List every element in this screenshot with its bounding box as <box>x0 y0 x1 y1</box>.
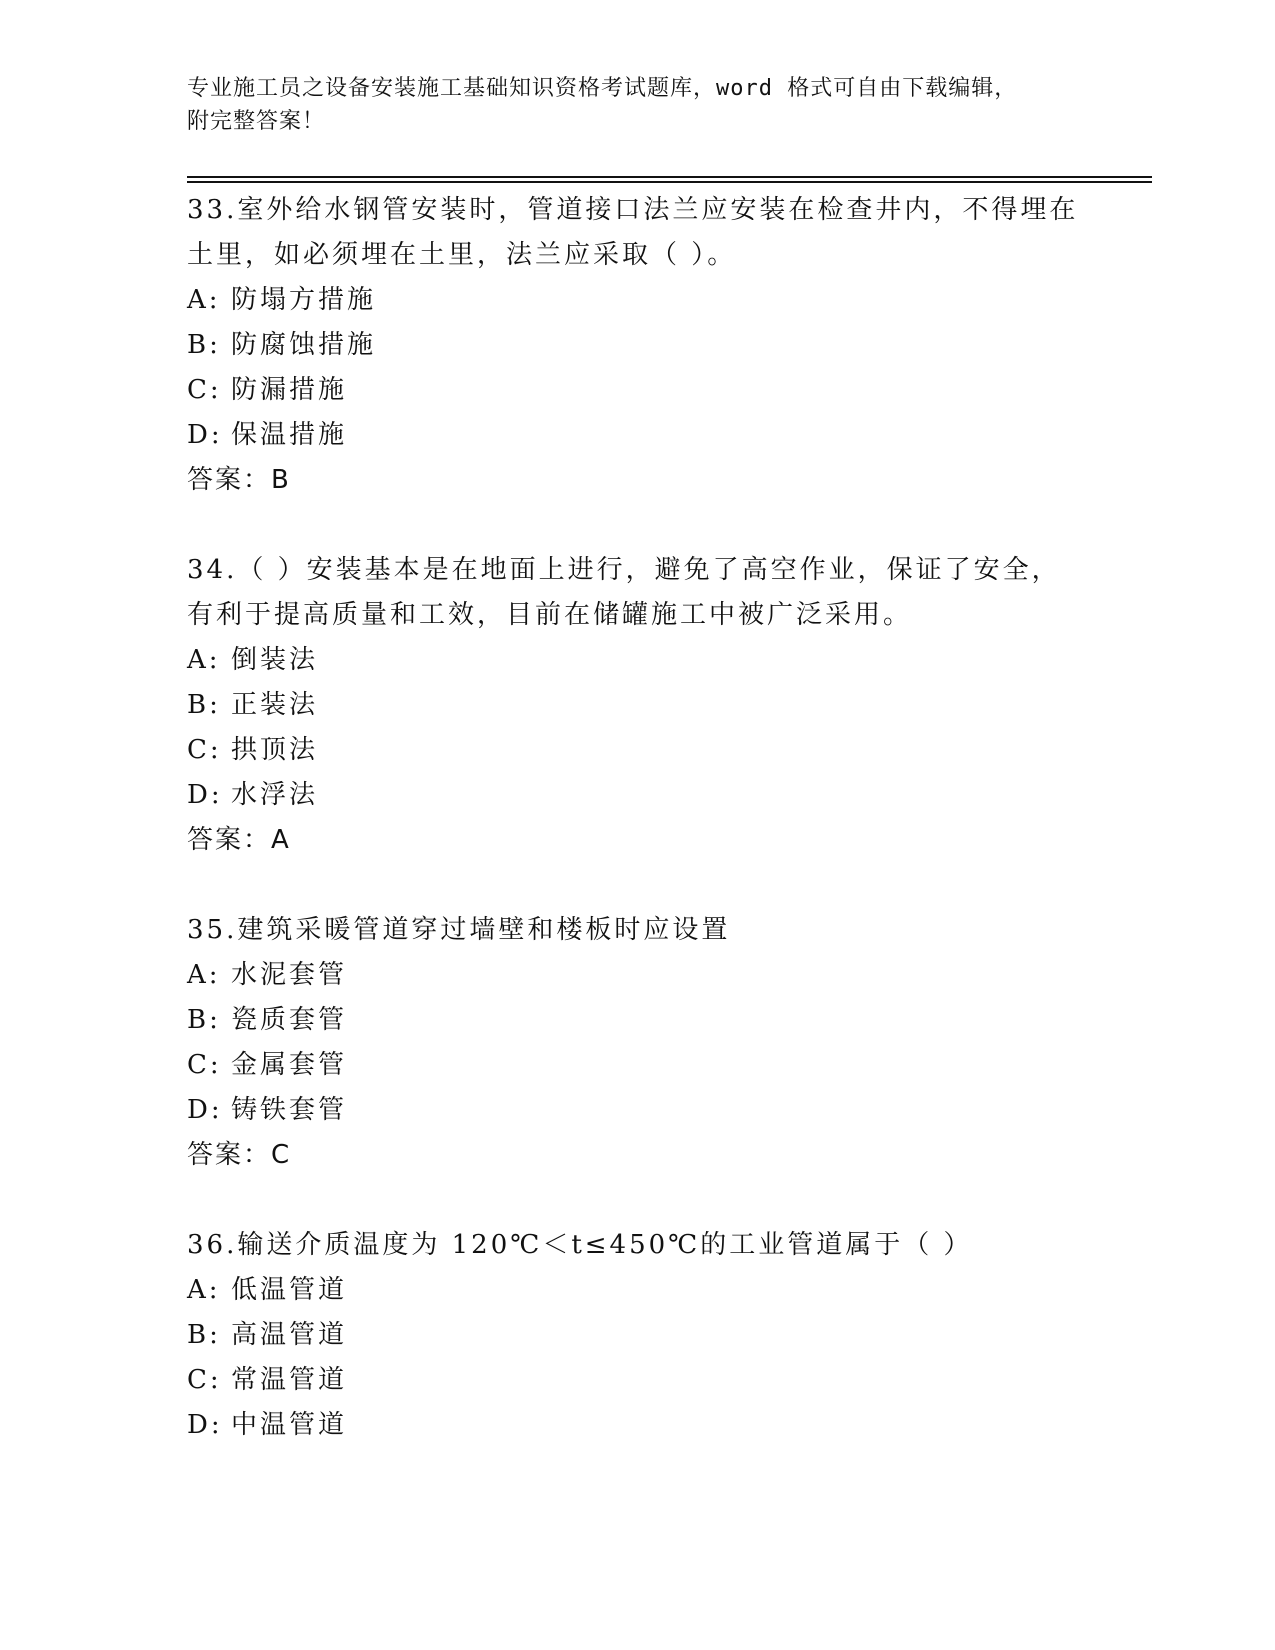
option-a <box>187 953 1087 998</box>
option-text: 瓷质套管 <box>231 1005 348 1035</box>
answer-line: 答案：A <box>187 825 291 855</box>
option-d <box>187 1403 1087 1448</box>
option-text: 水泥套管 <box>231 960 348 990</box>
question-spacer <box>187 1178 1087 1223</box>
option-letter: D: <box>187 1410 223 1440</box>
option-d <box>187 1088 1087 1133</box>
option-text: 保温措施 <box>231 420 348 450</box>
question-33 <box>187 188 1087 503</box>
option-letter: C: <box>187 375 222 405</box>
option-letter: D: <box>187 780 223 810</box>
question-spacer <box>187 503 1087 548</box>
option-text: 防腐蚀措施 <box>231 330 377 360</box>
option-text: 防漏措施 <box>231 375 348 405</box>
option-c <box>187 368 1087 413</box>
option-c <box>187 1358 1087 1403</box>
option-letter: B: <box>187 330 221 360</box>
option-b <box>187 1313 1087 1358</box>
option-letter: C: <box>187 1050 222 1080</box>
option-d <box>187 773 1087 818</box>
option-letter: B: <box>187 690 221 720</box>
option-text: 铸铁套管 <box>231 1095 348 1125</box>
option-letter: A: <box>187 285 221 315</box>
header-divider-bottom <box>187 181 1152 183</box>
option-a <box>187 638 1087 683</box>
question-stem: 36.输送介质温度为 120℃＜t≤450℃的工业管道属于（ ） <box>187 1230 973 1260</box>
option-text: 倒装法 <box>231 645 319 675</box>
option-text: 正装法 <box>231 690 319 720</box>
option-letter: C: <box>187 1365 222 1395</box>
option-b <box>187 998 1087 1043</box>
answer-line: 答案：B <box>187 465 291 495</box>
option-text: 防塌方措施 <box>231 285 377 315</box>
question-35 <box>187 908 1087 1178</box>
question-spacer <box>187 863 1087 908</box>
question-stem: 35.建筑采暖管道穿过墙壁和楼板时应设置 <box>187 915 731 945</box>
document-header <box>187 72 1087 138</box>
option-c <box>187 728 1087 773</box>
option-letter: D: <box>187 420 223 450</box>
option-text: 金属套管 <box>231 1050 348 1080</box>
option-text: 中温管道 <box>231 1410 348 1440</box>
option-d <box>187 413 1087 458</box>
option-a <box>187 278 1087 323</box>
option-c <box>187 1043 1087 1088</box>
option-text: 常温管道 <box>231 1365 348 1395</box>
option-letter: A: <box>187 960 221 990</box>
header-divider-top <box>187 176 1152 178</box>
option-letter: D: <box>187 1095 223 1125</box>
option-text: 高温管道 <box>231 1320 348 1350</box>
option-letter: A: <box>187 645 221 675</box>
option-letter: C: <box>187 735 222 765</box>
answer-line: 答案：C <box>187 1140 292 1170</box>
option-letter: B: <box>187 1320 221 1350</box>
question-36 <box>187 1223 1087 1448</box>
option-text: 拱顶法 <box>231 735 319 765</box>
option-text: 水浮法 <box>231 780 319 810</box>
header-line-1: 专业施工员之设备安装施工基础知识资格考试题库，word 格式可自由下载编辑， <box>187 76 1018 101</box>
header-line-2: 附完整答案！ <box>187 109 326 134</box>
option-b <box>187 323 1087 368</box>
question-stem-continued: 土里，如必须埋在土里，法兰应采取（ ）。 <box>187 240 737 270</box>
option-letter: A: <box>187 1275 221 1305</box>
question-stem: 33.室外给水钢管安装时，管道接口法兰应安装在检查井内，不得埋在 <box>187 195 1079 225</box>
option-letter: B: <box>187 1005 221 1035</box>
question-34 <box>187 548 1087 863</box>
question-list <box>187 188 1087 1448</box>
question-stem-continued: 有利于提高质量和工效，目前在储罐施工中被广泛采用。 <box>187 600 913 630</box>
option-a <box>187 1268 1087 1313</box>
option-b <box>187 683 1087 728</box>
option-text: 低温管道 <box>231 1275 348 1305</box>
question-stem: 34.（ ）安装基本是在地面上进行，避免了高空作业，保证了安全， <box>187 555 1061 585</box>
